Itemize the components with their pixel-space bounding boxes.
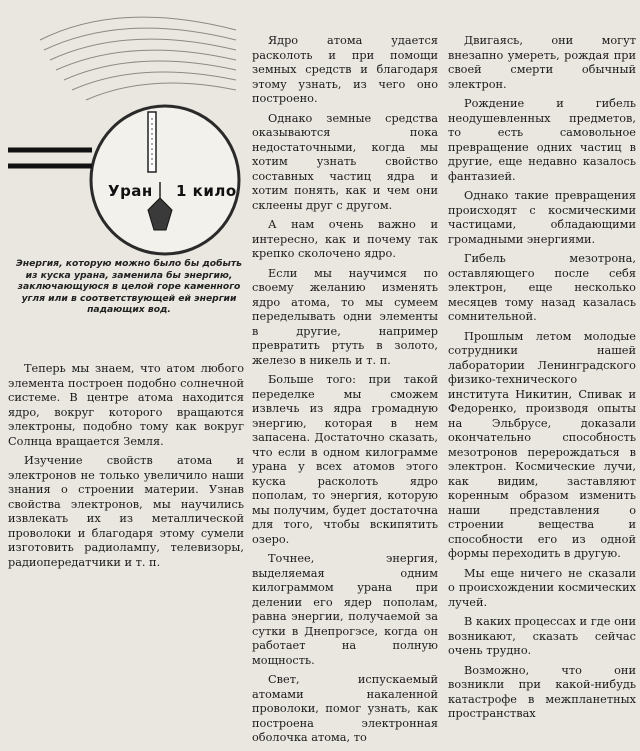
column-right — [448, 34, 636, 727]
paragraph: Возможно, что они возникли при какой-нибудь катастрофе в межпланетных пространствах — [448, 663, 636, 720]
paragraph: Изучение свойств атома и электронов не только увеличило наши знания о строении материи. Узнав свойства электронов, мы научились извлекать их из металлической проволоки и благодаря этому сумели изготовить радиолампу, телевизоры, радиопередатчики и т. п. — [8, 454, 244, 569]
label-uranium: Уран — [108, 182, 153, 200]
paragraph: А нам очень важно и интересно, как и почему так крепко сколочено ядро. — [252, 218, 438, 260]
paragraph: Мы еще ничего не сказали о происхождении космических лучей. — [448, 566, 636, 609]
scale-drawing — [0, 0, 246, 258]
figure-caption: Энергия, которую можно было бы добыть из куска урана, заменила бы энергию, заключающуюся в целой горе каменного угля или в соответствующей ей энергии падающих вод. — [16, 258, 242, 315]
paragraph: Теперь мы знаем, что атом любого элемента построен подобно солнечной системе. В центре атома находится ядро, вокруг которого вращаются электроны, подобно тому как вокруг Солнца вращается Земля. — [8, 362, 244, 448]
column-middle — [252, 34, 438, 751]
paragraph: Однако такие превращения происходят с космическими частицами, обладающими громадными энергиями. — [448, 189, 636, 246]
paragraph: В каких процессах и где они возникают, сказать сейчас очень трудно. — [448, 615, 636, 657]
dial-circle — [91, 106, 239, 254]
column-left — [8, 362, 244, 575]
coal-mountain-shading — [40, 17, 236, 100]
paragraph: Прошлым летом молодые сотрудники нашей лаборатории Ленинградского физико-технического института Никитин, Спивак и Федоренко, производя опыты на Эльбрусе, доказали окончательно способность мезотронов перерождаться в электрон. Космические лучи, как видим, заставляют коренным образом изменить наши представления о строении вещества и способности его из одной формы переходить в другую. — [448, 329, 636, 560]
illustration-uranium-scale — [0, 0, 246, 258]
paragraph: Гибель мезотрона, оставляющего после себя электрон, еще несколько месяцев тому назад казалась сомнительной. — [448, 252, 636, 323]
paragraph: Ядро атома удается расколоть и при помощи земных средств и благодаря этому узнать, из чего оно построено. — [252, 34, 438, 105]
paragraph: Однако земные средства оказываются пока недостаточными, когда мы хотим узнать свойство составных частиц ядра и хотим понять, как и чем они склеены друг с другом. — [252, 111, 438, 212]
paragraph: Свет, испускаемый атомами накаленной проволоки, помог узнать, как построена электронная оболочка атома, то — [252, 673, 438, 744]
paragraph: Двигаясь, они могут внезапно умереть, рождая при своей смерти обычный электрон. — [448, 34, 636, 91]
paragraph: Точнее, энергия, выделяемая одним килограммом урана при делении его ядер пополам, равна энергии, получаемой за сутки в Днепрогэсе, когда он работает на полную мощность. — [252, 552, 438, 667]
paragraph: Рождение и гибель неодушевленных предметов, то есть самовольное превращение одних частиц в другие, еще недавно казалось фантазией. — [448, 97, 636, 183]
paragraph: Если мы научимся по своему желанию изменять ядро атома, то мы сумеем переделывать одни элементы в другие, например превратить ртуть в золото, железо в никель и т. п. — [252, 266, 438, 367]
paragraph: Больше того: при такой переделке мы сможем извлечь из ядра громадную энергию, которая в нем запасена. Достаточно сказать, что если в одном килограмме урана у всех атомов этого куска расколоть ядро пополам, то энергия, которую мы получим, будет достаточна для того, чтобы вскипятить озеро. — [252, 373, 438, 546]
label-one-kilo: 1 кило — [176, 182, 237, 200]
